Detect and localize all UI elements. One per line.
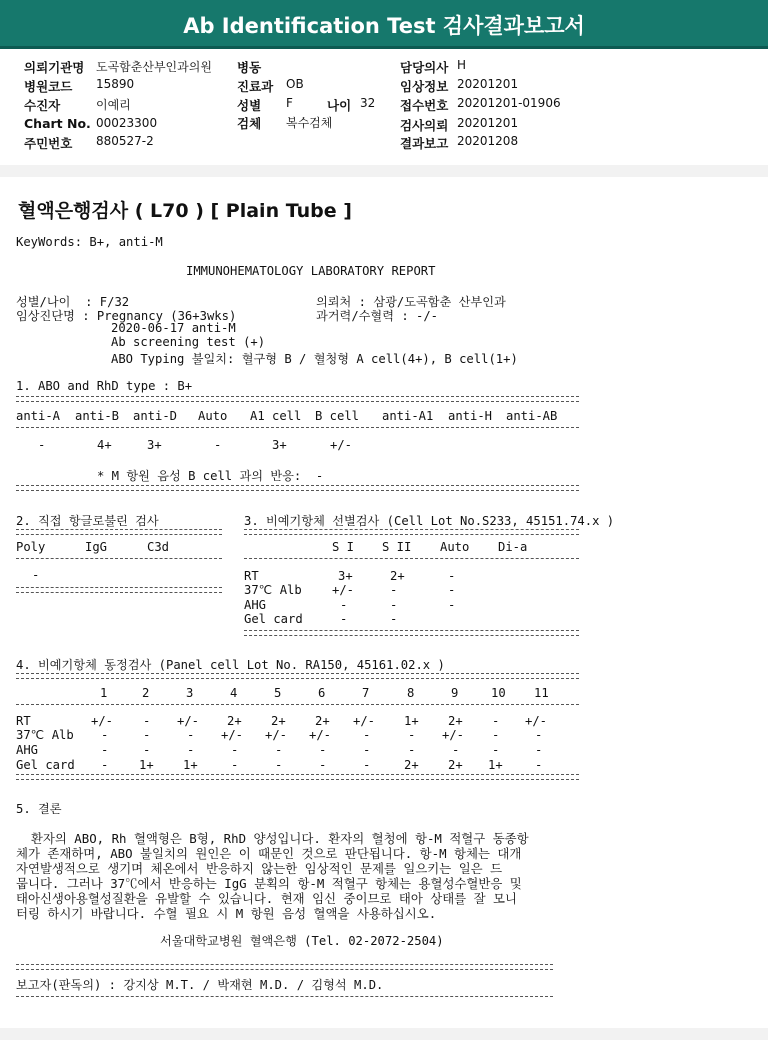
doctor-value: H bbox=[457, 58, 467, 72]
s3-cell: - bbox=[448, 569, 456, 583]
s1-header-anti-ab: anti-AB bbox=[506, 409, 558, 423]
clinical-info-label: 임상정보 bbox=[400, 79, 449, 94]
ward-label: 병동 bbox=[237, 60, 262, 75]
s4-cell: - bbox=[101, 758, 109, 772]
diagnosis-line-2: 2020-06-17 anti-M bbox=[111, 321, 236, 335]
s4-cell: - bbox=[408, 728, 416, 742]
s4-cell: - bbox=[143, 714, 151, 728]
s4-cell: 1+ bbox=[139, 758, 154, 772]
s4-header-cell: 4 bbox=[230, 686, 238, 700]
s4-header-cell: 6 bbox=[318, 686, 326, 700]
s4-cell: 2+ bbox=[315, 714, 330, 728]
s4-header-cell: 2 bbox=[142, 686, 150, 700]
divider bbox=[244, 630, 579, 636]
s4-header-cell: 5 bbox=[274, 686, 282, 700]
s4-cell: 2+ bbox=[448, 714, 463, 728]
s4-cell: 2+ bbox=[404, 758, 419, 772]
age-label: 나이 bbox=[327, 98, 352, 113]
sex-age: 성별/나이 : F/32 bbox=[16, 295, 130, 309]
divider bbox=[16, 964, 553, 970]
divider bbox=[16, 396, 579, 402]
s4-cell: - bbox=[187, 743, 195, 757]
recipient-value: 이예리 bbox=[96, 98, 131, 112]
recipient-label: 수진자 bbox=[24, 98, 61, 113]
s3-header-s2: S II bbox=[382, 540, 412, 554]
institution-label: 의뢰기관명 bbox=[24, 60, 85, 75]
s3-row-label: 37℃ Alb bbox=[244, 583, 302, 597]
doctor-label: 담당의사 bbox=[400, 60, 449, 75]
keywords: KeyWords: B+, anti-M bbox=[16, 235, 163, 249]
s4-cell: - bbox=[535, 758, 543, 772]
s4-cell: - bbox=[535, 728, 543, 742]
s4-header-cell: 10 bbox=[491, 686, 506, 700]
s3-cell: - bbox=[448, 598, 456, 612]
s4-row-label: Gel card bbox=[16, 758, 75, 772]
s1-header-anti-b: anti-B bbox=[75, 409, 120, 423]
s1-value-b-cell: +/- bbox=[330, 438, 353, 452]
s2-value-poly: - bbox=[32, 568, 40, 582]
s4-cell: - bbox=[492, 743, 500, 757]
referral: 의뢰처 : 삼광/도곡함춘 산부인과 bbox=[316, 295, 506, 309]
s1-value-anti-d: 3+ bbox=[147, 438, 162, 452]
s4-cell: +/- bbox=[309, 728, 332, 742]
s4-header-cell: 8 bbox=[407, 686, 415, 700]
s1-value-anti-b: 4+ bbox=[97, 438, 112, 452]
s3-header-s1: S I bbox=[332, 540, 355, 554]
s3-row-label: Gel card bbox=[244, 612, 303, 626]
receipt-no-label: 접수번호 bbox=[400, 98, 449, 113]
hospital-code-value: 15890 bbox=[96, 77, 135, 91]
dept-value: OB bbox=[286, 77, 304, 91]
section2-title: 2. 직접 항글로불린 검사 bbox=[16, 514, 159, 528]
s4-cell: 1+ bbox=[404, 714, 419, 728]
report-date-label: 결과보고 bbox=[400, 136, 449, 151]
s4-row-label: RT bbox=[16, 714, 31, 728]
s2-header-poly: Poly bbox=[16, 540, 46, 554]
sex-value: F bbox=[286, 96, 293, 110]
s1-header-a1-cell: A1 cell bbox=[250, 409, 302, 423]
s3-header-dia: Di-a bbox=[498, 540, 528, 554]
s4-cell: - bbox=[275, 743, 283, 757]
s1-header-b-cell: B cell bbox=[315, 409, 360, 423]
s4-header-cell: 9 bbox=[451, 686, 459, 700]
report-title: Ab Identification Test 검사결과보고서 bbox=[0, 0, 768, 49]
s4-cell: - bbox=[492, 714, 500, 728]
resident-no-value: 880527-2 bbox=[96, 134, 154, 148]
s1-header-anti-h: anti-H bbox=[448, 409, 493, 423]
s3-cell: - bbox=[390, 612, 398, 626]
request-label: 검사의뢰 bbox=[400, 118, 449, 133]
section5-title: 5. 결론 bbox=[16, 802, 62, 816]
s4-cell: - bbox=[492, 728, 500, 742]
conclusion-line: 환자의 ABO, Rh 혈액형은 B형, RhD 양성입니다. 환자의 혈청에 항-M 적혈구 동종항 bbox=[16, 831, 529, 846]
diagnosis-line-3: Ab screening test (+) bbox=[111, 335, 266, 349]
chart-no-label: Chart No. bbox=[24, 116, 91, 131]
s4-row-label: AHG bbox=[16, 743, 39, 757]
divider bbox=[16, 704, 579, 705]
section3-title: 3. 비예기항체 선별검사 (Cell Lot No.S233, 45151.74.x ) bbox=[244, 514, 615, 528]
s4-cell: - bbox=[363, 743, 371, 757]
separator bbox=[0, 165, 768, 177]
conclusion-line: 체가 존재하며, ABO 불일치의 원인은 이 때문인 것으로 판단됩니다. 항-M 항체는 대개 bbox=[16, 846, 522, 861]
s1-value-auto: - bbox=[214, 438, 222, 452]
s4-cell: - bbox=[363, 728, 371, 742]
s4-header-cell: 11 bbox=[534, 686, 549, 700]
s4-cell: - bbox=[319, 758, 327, 772]
test-heading: 혈액은행검사 ( L70 ) [ Plain Tube ] bbox=[18, 200, 352, 222]
divider bbox=[16, 558, 222, 559]
hospital-code-label: 병원코드 bbox=[24, 79, 73, 94]
s1-header-auto: Auto bbox=[198, 409, 228, 423]
divider bbox=[244, 529, 579, 535]
s4-cell: - bbox=[143, 743, 151, 757]
s2-header-igg: IgG bbox=[85, 540, 108, 554]
s3-cell: - bbox=[340, 598, 348, 612]
s3-cell: 3+ bbox=[338, 569, 353, 583]
blood-bank-contact: 서울대학교병원 혈액은행 (Tel. 02-2072-2504) bbox=[160, 934, 444, 948]
s4-header-cell: 1 bbox=[100, 686, 108, 700]
section4-title: 4. 비예기항체 동정검사 (Panel cell Lot No. RA150, 45161.02.x ) bbox=[16, 658, 445, 672]
divider bbox=[16, 673, 579, 679]
bottom-margin bbox=[0, 1028, 768, 1040]
s4-cell: +/- bbox=[265, 728, 288, 742]
s4-cell: +/- bbox=[221, 728, 244, 742]
diagnosis: 임상진단명 : Pregnancy (36+3wks) bbox=[16, 309, 237, 323]
report-header bbox=[0, 49, 768, 166]
s2-header-c3d: C3d bbox=[147, 540, 170, 554]
divider bbox=[244, 558, 579, 559]
chart-no-value: 00023300 bbox=[96, 116, 158, 130]
divider bbox=[16, 587, 222, 593]
divider bbox=[16, 529, 222, 535]
history: 과거력/수혈력 : -/- bbox=[316, 309, 439, 323]
s4-cell: - bbox=[101, 743, 109, 757]
conclusion-line: 태아신생아용혈성질환을 유발할 수 있습니다. 현재 임신 중이므로 태아 상태를 잘 모니 bbox=[16, 891, 517, 906]
s3-cell: - bbox=[390, 598, 398, 612]
s4-header-cell: 3 bbox=[186, 686, 194, 700]
s4-cell: +/- bbox=[525, 714, 548, 728]
s1-header-anti-d: anti-D bbox=[133, 409, 178, 423]
lab-report-title: IMMUNOHEMATOLOGY LABORATORY REPORT bbox=[186, 264, 436, 278]
s3-cell: - bbox=[390, 583, 398, 597]
s3-row-label: RT bbox=[244, 569, 259, 583]
s4-cell: 1+ bbox=[488, 758, 503, 772]
s4-cell: - bbox=[101, 728, 109, 742]
s4-cell: - bbox=[363, 758, 371, 772]
s4-cell: - bbox=[452, 743, 460, 757]
s3-row-label: AHG bbox=[244, 598, 267, 612]
report-date-value: 20201208 bbox=[457, 134, 519, 148]
s3-cell: - bbox=[340, 612, 348, 626]
conclusion-line: 뭅니다. 그러나 37℃에서 반응하는 IgG 분획의 항-M 적혈구 항체는 용혈성수혈반응 및 bbox=[16, 876, 522, 891]
divider bbox=[16, 774, 579, 780]
s4-cell: - bbox=[231, 758, 239, 772]
s1-header-anti-a1: anti-A1 bbox=[382, 409, 434, 423]
institution-value: 도곡함춘산부인과의원 bbox=[96, 60, 212, 74]
diagnosis-line-4: ABO Typing 불일치: 혈구형 B / 혈청형 A cell(4+), B cell(1+) bbox=[111, 352, 518, 366]
s4-cell: - bbox=[187, 728, 195, 742]
s4-cell: +/- bbox=[442, 728, 465, 742]
s4-cell: - bbox=[143, 728, 151, 742]
s4-cell: +/- bbox=[353, 714, 376, 728]
s4-cell: - bbox=[231, 743, 239, 757]
request-value: 20201201 bbox=[457, 116, 519, 130]
s4-cell: +/- bbox=[177, 714, 200, 728]
s4-cell: - bbox=[535, 743, 543, 757]
sex-label: 성별 bbox=[237, 98, 262, 113]
s1-header-anti-a: anti-A bbox=[16, 409, 61, 423]
s4-cell: 2+ bbox=[448, 758, 463, 772]
s4-cell: +/- bbox=[91, 714, 114, 728]
s3-cell: 2+ bbox=[390, 569, 405, 583]
s3-cell: +/- bbox=[332, 583, 355, 597]
section1-title: 1. ABO and RhD type : B+ bbox=[16, 379, 193, 393]
receipt-no-value: 20201201-01906 bbox=[457, 96, 561, 110]
s3-cell: - bbox=[448, 583, 456, 597]
dept-label: 진료과 bbox=[237, 79, 274, 94]
clinical-info-value: 20201201 bbox=[457, 77, 519, 91]
conclusion-line: 터링 하시기 바랍니다. 수혈 필요 시 M 항원 음성 혈액을 사용하십시오. bbox=[16, 906, 437, 921]
resident-no-label: 주민번호 bbox=[24, 136, 73, 151]
divider bbox=[16, 996, 553, 997]
age-value: 32 bbox=[360, 96, 376, 110]
s4-cell: 2+ bbox=[227, 714, 242, 728]
divider bbox=[16, 427, 579, 428]
specimen-label: 검체 bbox=[237, 116, 262, 131]
s4-cell: 1+ bbox=[183, 758, 198, 772]
s4-header-cell: 7 bbox=[362, 686, 370, 700]
s1-note: * M 항원 음성 B cell 과의 반응: - bbox=[97, 469, 324, 483]
divider bbox=[16, 485, 579, 491]
s1-value-a1-cell: 3+ bbox=[272, 438, 287, 452]
specimen-value: 복수검체 bbox=[286, 116, 333, 130]
s4-cell: - bbox=[275, 758, 283, 772]
s4-cell: 2+ bbox=[271, 714, 286, 728]
s4-cell: - bbox=[408, 743, 416, 757]
s4-cell: - bbox=[319, 743, 327, 757]
s3-header-auto: Auto bbox=[440, 540, 470, 554]
reporter: 보고자(판독의) : 강지상 M.T. / 박재현 M.D. / 김형석 M.D. bbox=[16, 978, 384, 992]
s1-value-anti-a: - bbox=[38, 438, 46, 452]
s4-row-label: 37℃ Alb bbox=[16, 728, 74, 742]
conclusion-line: 자연발생적으로 생기며 체온에서 반응하지 않는한 임상적인 문제를 일으키는 일은 드 bbox=[16, 861, 503, 876]
